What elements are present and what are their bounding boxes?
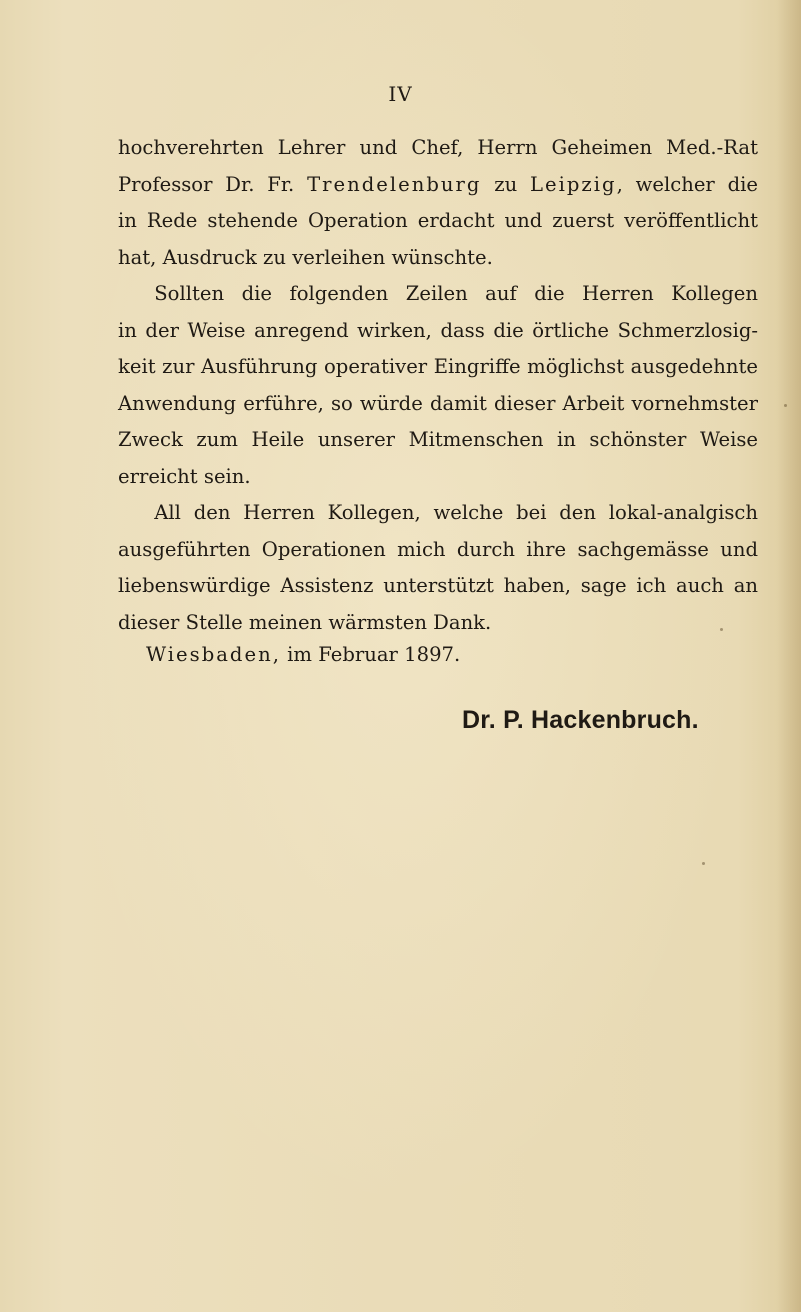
text-line: liebenswürdige Assistenz unterstützt haben, sage ich auch an [118,574,758,597]
text-line: All den Herren Kollegen, welche bei den lokal-analgisch [154,501,758,524]
text-line: erreicht sein. [118,464,251,488]
paper-speck [720,628,723,631]
text-line: ausgeführten Operationen mich durch ihre sachgemässe und [118,537,758,561]
text-line-part: Professor Dr. Fr. [118,172,308,196]
text-line-part: zu [481,172,530,196]
paper-speck [784,404,787,407]
preface-text [118,130,758,641]
text-line-part: Trendelenburg [307,172,482,196]
paragraph-1 [118,130,758,276]
paper-speck [702,862,705,865]
text-line: keit zur Ausführung operativer Eingriffe möglichst ausgedehnte [118,355,758,378]
paragraph-3 [118,495,758,641]
text-line: in der Weise anregend wirken, dass die örtliche Schmerzlosig- [118,318,758,342]
place-date-line [146,637,460,674]
place: Wiesbaden, [146,643,281,666]
paragraph-2 [118,276,758,495]
date: im Februar 1897. [287,643,461,666]
text-line-part: , welcher die [616,172,759,196]
text-line: hochverehrten Lehrer und Chef, Herrn Geheimen Med.-Rat [118,136,758,159]
text-line: Zweck zum Heile unserer Mitmenschen in schönster Weise [118,428,758,451]
text-line: Anwendung erführe, so würde damit dieser Arbeit vornehmster [118,391,758,415]
text-line: hat, Ausdruck zu verleihen wünschte. [118,245,493,269]
text-line [118,167,758,204]
author-signature: Dr. P. Hackenbruch. [462,706,699,734]
text-line: in Rede stehende Operation erdacht und zuerst veröffentlicht [118,209,758,232]
page-number: IV [388,82,413,106]
text-line: Sollten die folgenden Zeilen auf die Herren Kollegen [154,282,758,305]
text-line: dieser Stelle meinen wärmsten Dank. [118,610,492,634]
text-line-part: Leipzig [530,172,617,196]
